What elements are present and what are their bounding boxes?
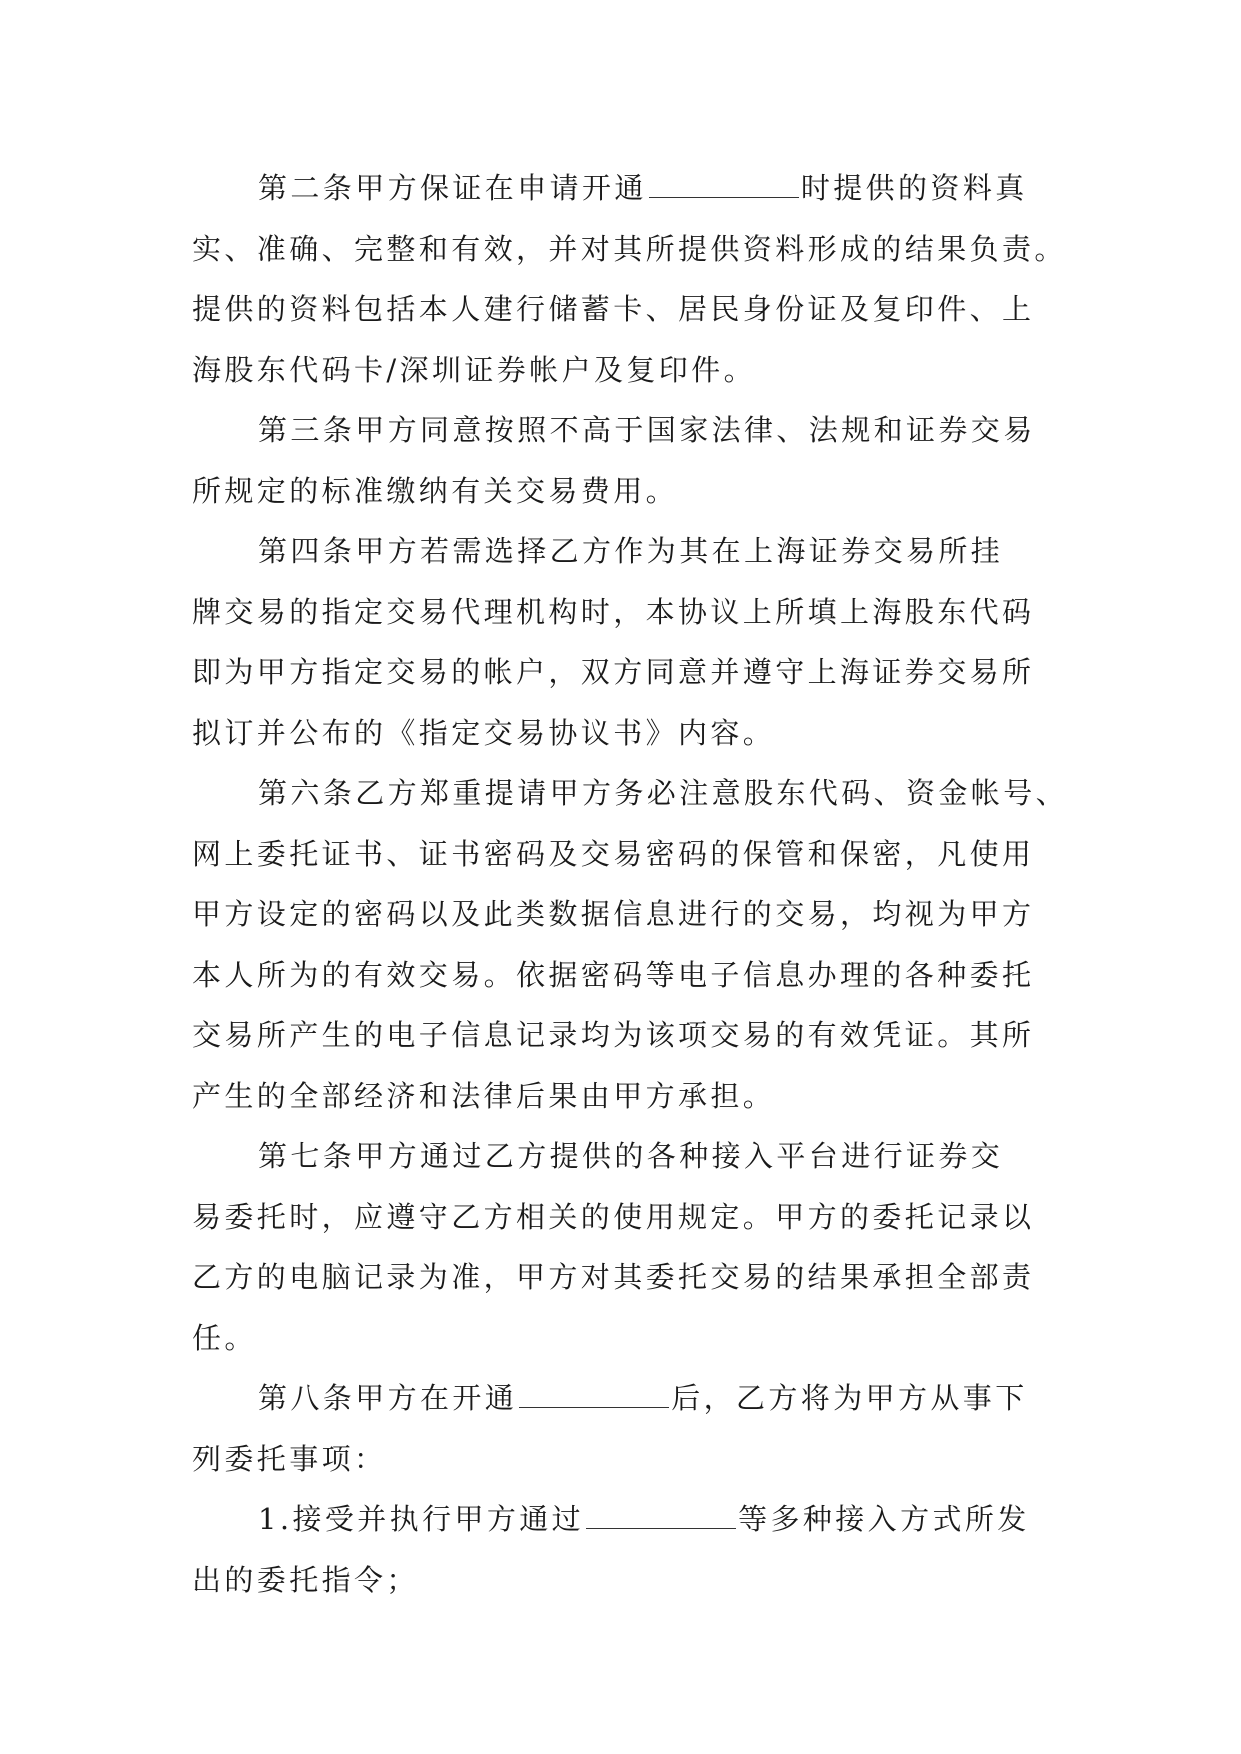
article-8-text: 列委托事项： — [192, 1441, 387, 1476]
list-item-1-text: 出的委托指令； — [192, 1562, 419, 1597]
fill-in-blank — [586, 1500, 736, 1529]
list-item-1 — [192, 1489, 1052, 1610]
article-2-text: 提供的资料包括本人建行储蓄卡、居民身份证及复印件、上 — [192, 292, 1035, 326]
article-3-text: 第三条甲方同意按照不高于国家法律、法规和证券交易 — [258, 413, 1036, 447]
article-7 — [192, 1126, 1052, 1368]
fill-in-blank — [649, 169, 799, 198]
article-6 — [192, 763, 1069, 1126]
list-item-1-text: 1.接受并执行甲方通过 — [258, 1502, 585, 1536]
article-2-text: 时提供的资料真 — [800, 171, 1028, 205]
article-4-text: 拟订并公布的《指定交易协议书》内容。 — [192, 715, 776, 750]
article-6-text: 产生的全部经济和法律后果由甲方承担。 — [192, 1078, 776, 1113]
list-item-1-text: 等多种接入方式所发 — [738, 1502, 1030, 1536]
article-4-text: 第四条甲方若需选择乙方作为其在上海证券交易所挂 — [258, 534, 1004, 568]
article-7-text: 乙方的电脑记录为准，甲方对其委托交易的结果承担全部责 — [192, 1260, 1035, 1294]
article-6-text: 交易所产生的电子信息记录均为该项交易的有效凭证。其所 — [192, 1018, 1035, 1052]
article-2-text: 实、准确、完整和有效，并对其所提供资料形成的结果负责。 — [192, 231, 1067, 266]
document-body — [192, 158, 1069, 1610]
article-2-text: 第二条甲方保证在申请开通 — [258, 171, 647, 205]
fill-in-blank — [519, 1379, 669, 1408]
article-4 — [192, 521, 1052, 763]
article-7-text: 易委托时，应遵守乙方相关的使用规定。甲方的委托记录以 — [192, 1199, 1035, 1234]
article-6-text: 甲方设定的密码以及此类数据信息进行的交易，均视为甲方 — [192, 897, 1035, 931]
article-4-text: 即为甲方指定交易的帐户，双方同意并遵守上海证券交易所 — [192, 655, 1035, 689]
article-4-text: 牌交易的指定交易代理机构时，本协议上所填上海股东代码 — [192, 594, 1035, 629]
article-2-text: 海股东代码卡/深圳证券帐户及复印件。 — [192, 352, 756, 387]
article-8 — [192, 1368, 1052, 1489]
article-6-text: 第六条乙方郑重提请甲方务必注意股东代码、资金帐号、 — [258, 776, 1069, 810]
article-6-text: 本人所为的有效交易。依据密码等电子信息办理的各种委托 — [192, 957, 1035, 992]
article-8-text: 后，乙方将为甲方从事下 — [671, 1381, 1028, 1415]
article-7-text: 任。 — [192, 1320, 257, 1355]
article-7-text: 第七条甲方通过乙方提供的各种接入平台进行证券交 — [258, 1139, 1004, 1173]
article-2 — [192, 158, 1067, 400]
article-6-text: 网上委托证书、证书密码及交易密码的保管和保密，凡使用 — [192, 836, 1035, 871]
article-8-text: 第八条甲方在开通 — [258, 1381, 518, 1415]
article-3-text: 所规定的标准缴纳有关交易费用。 — [192, 473, 679, 508]
article-3 — [192, 400, 1052, 521]
